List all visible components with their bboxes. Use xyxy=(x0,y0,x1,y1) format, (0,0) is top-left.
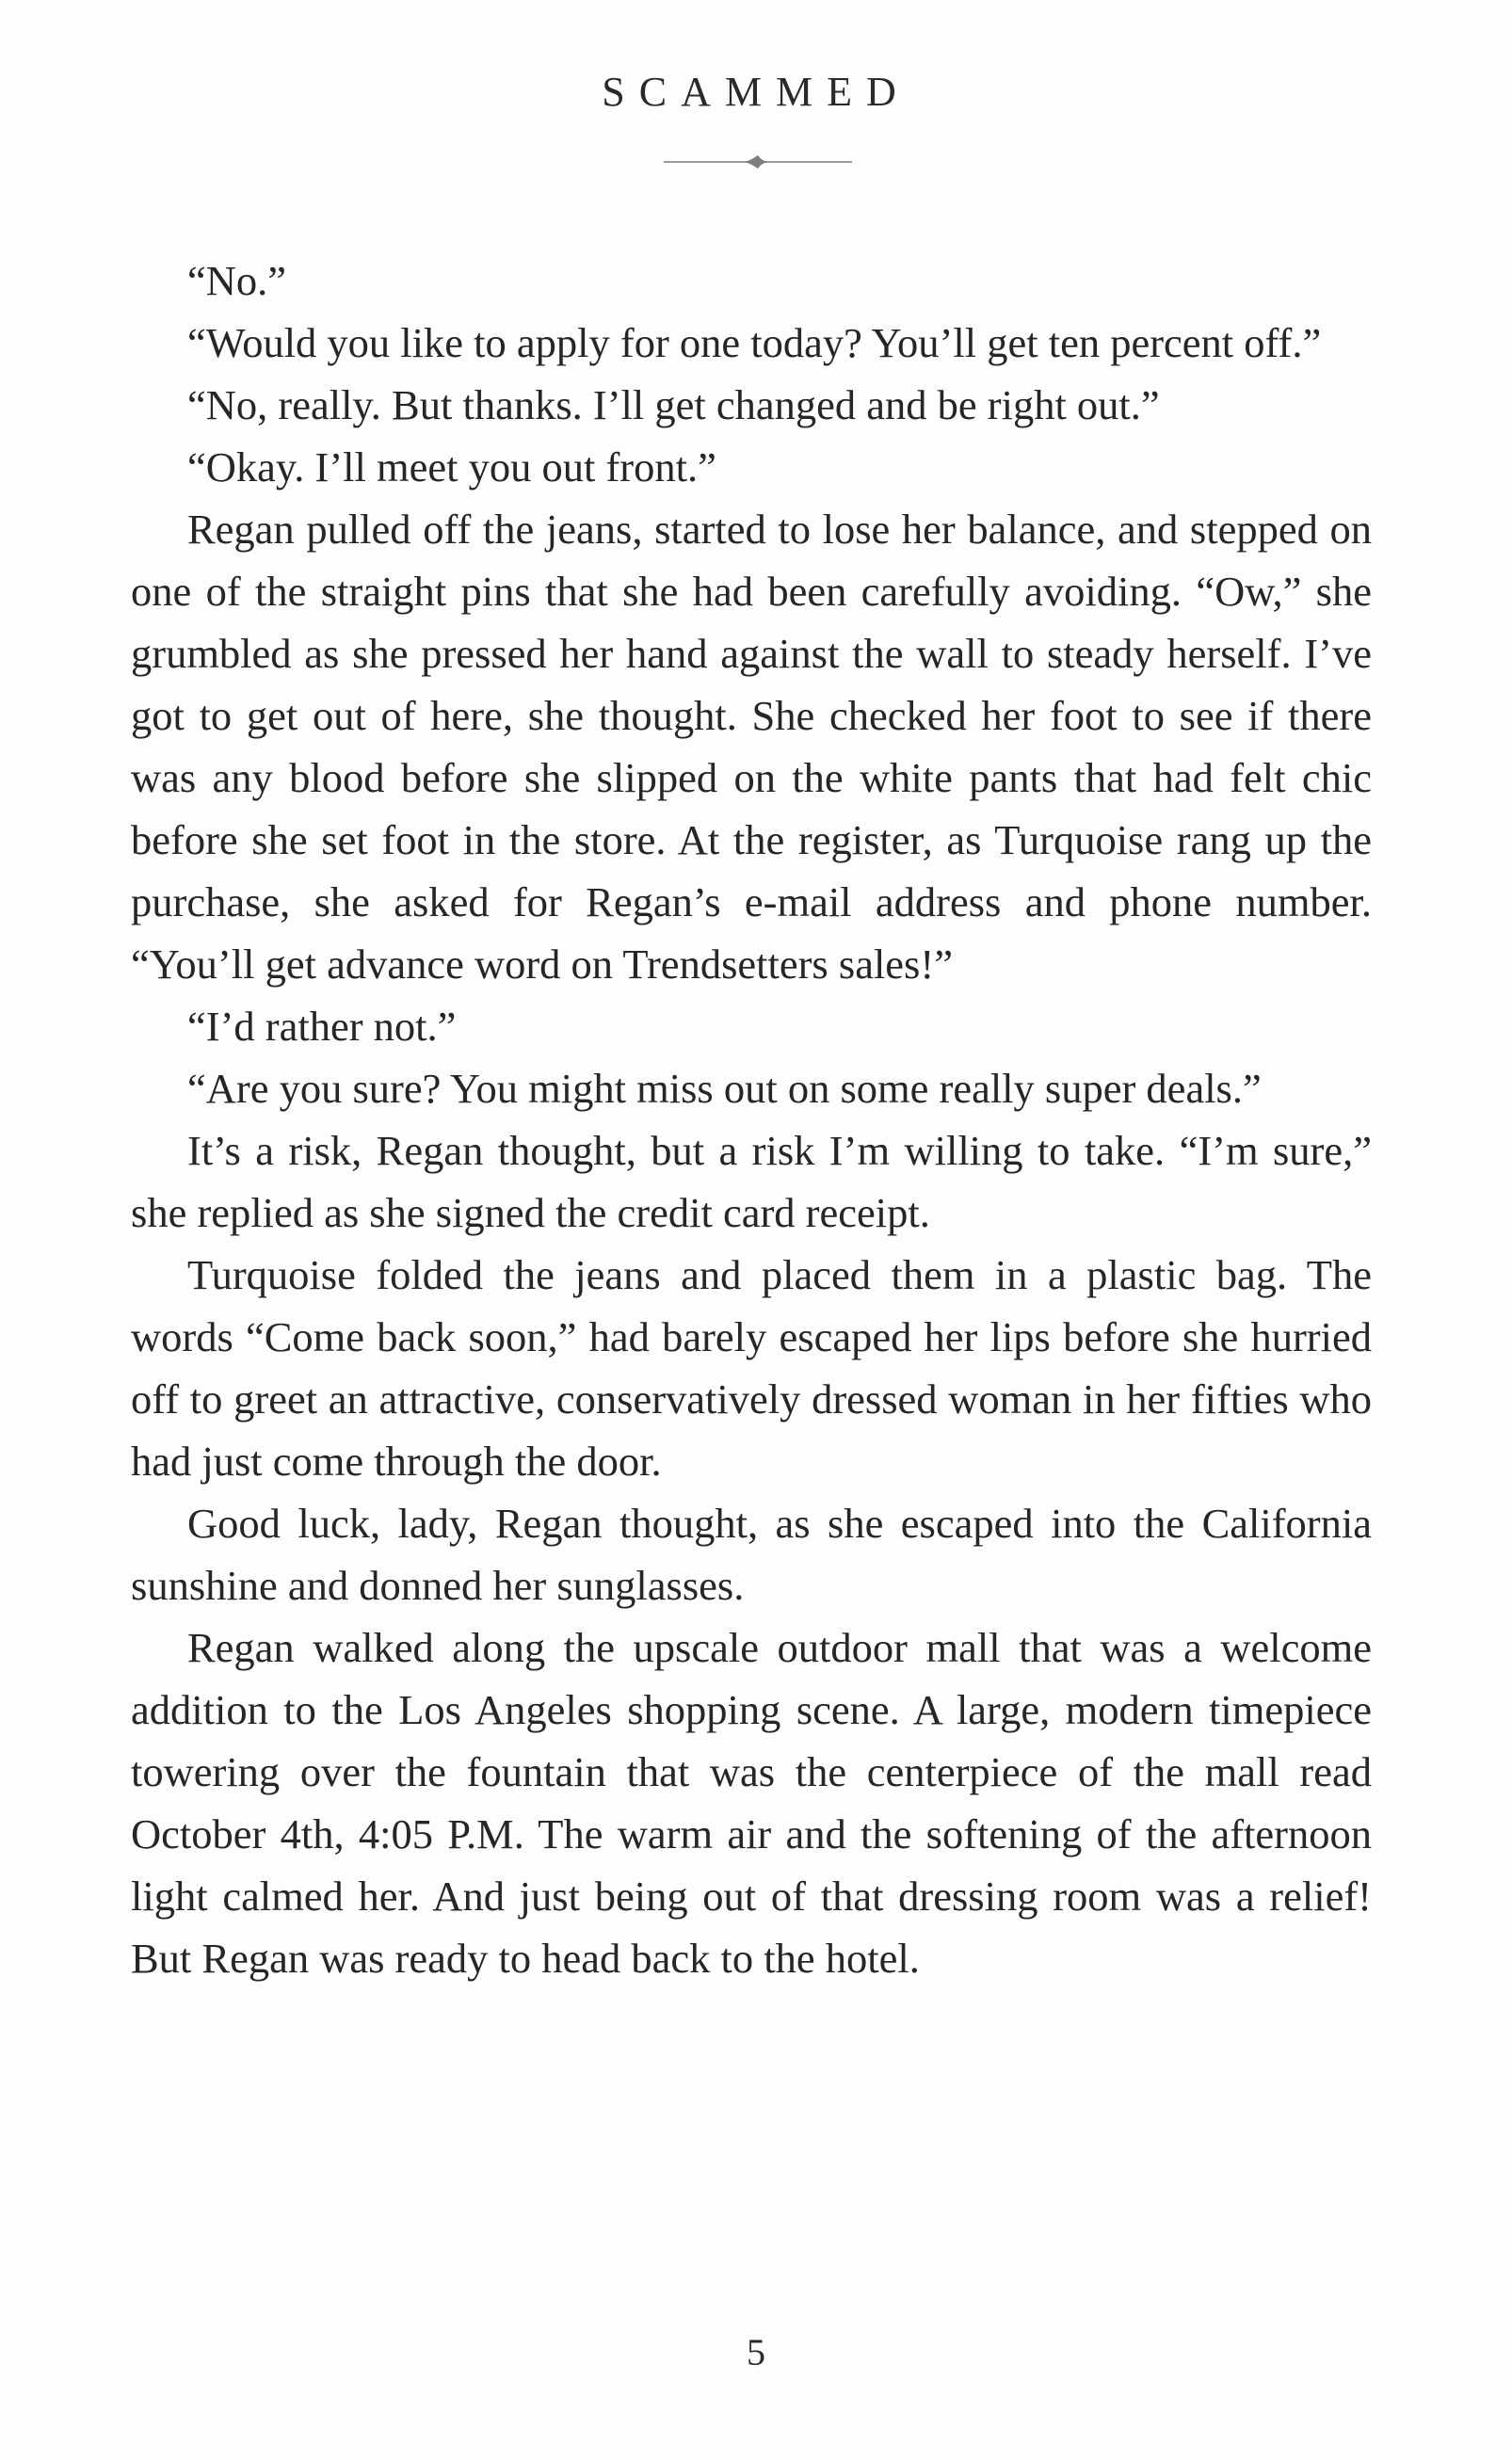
paragraph-text: Regan walked along the upscale outdoor mall that was a welcome addition to the Los Angeles shopping scene. A large, modern timepiece towering over the fountain that was the centerpiece of the mall read October 4th, 4:05 xyxy=(131,1624,1372,1857)
paragraph: “Would you like to apply for one today? You’ll get ten percent off.” xyxy=(187,319,1322,366)
body-text xyxy=(131,249,1372,1989)
header-ornament-icon xyxy=(664,153,852,171)
paragraph: Good luck, lady, Regan thought, as she escaped into the California sunshine and donned her sunglasses. xyxy=(131,1500,1372,1609)
page-number: 5 xyxy=(747,2331,765,2373)
paragraph-text: The warm air and the softening of the afternoon light calmed her. And just being out of that dressing room was a relief! But Regan was ready to head back to the hotel. xyxy=(131,1810,1372,1982)
paragraph: “I’d rather not.” xyxy=(187,1003,457,1050)
paragraph: “Okay. I’ll meet you out front.” xyxy=(187,443,716,490)
paragraph: “Are you sure? You might miss out on some really super deals.” xyxy=(187,1065,1262,1112)
paragraph-final xyxy=(131,1616,1372,1989)
paragraph: Regan pulled off the jeans, started to lose her balance, and stepped on one of the straight pins that she had been carefully avoiding. “Ow,” she grumbled as she pressed her hand against the wall to steady herself. I’ve got to get out of here, she thought. She checked her foot to see if there was any blood before she slipped on the white pants that had felt chic before she set foot in the store. At the register, as Turquoise rang up the purchase, she asked for Regan’s e-mail address and phone number. “You’ll get advance word on Trendsetters sales!” xyxy=(131,506,1372,988)
paragraph: Turquoise folded the jeans and placed them in a plastic bag. The words “Come back soon,” had barely escaped her lips before she hurried off to greet an attractive, conservatively dressed woman in her fifties who had just come through the door. xyxy=(131,1251,1372,1485)
time-suffix: P.M. xyxy=(447,1810,524,1857)
running-head-title: SCAMMED xyxy=(602,69,910,115)
paragraph: “No, really. But thanks. I’ll get changed and be right out.” xyxy=(187,381,1160,428)
paragraph: It’s a risk, Regan thought, but a risk I’m willing to take. “I’m sure,” she replied as she signed the credit card receipt. xyxy=(131,1127,1372,1236)
paragraph: “No.” xyxy=(187,257,287,304)
